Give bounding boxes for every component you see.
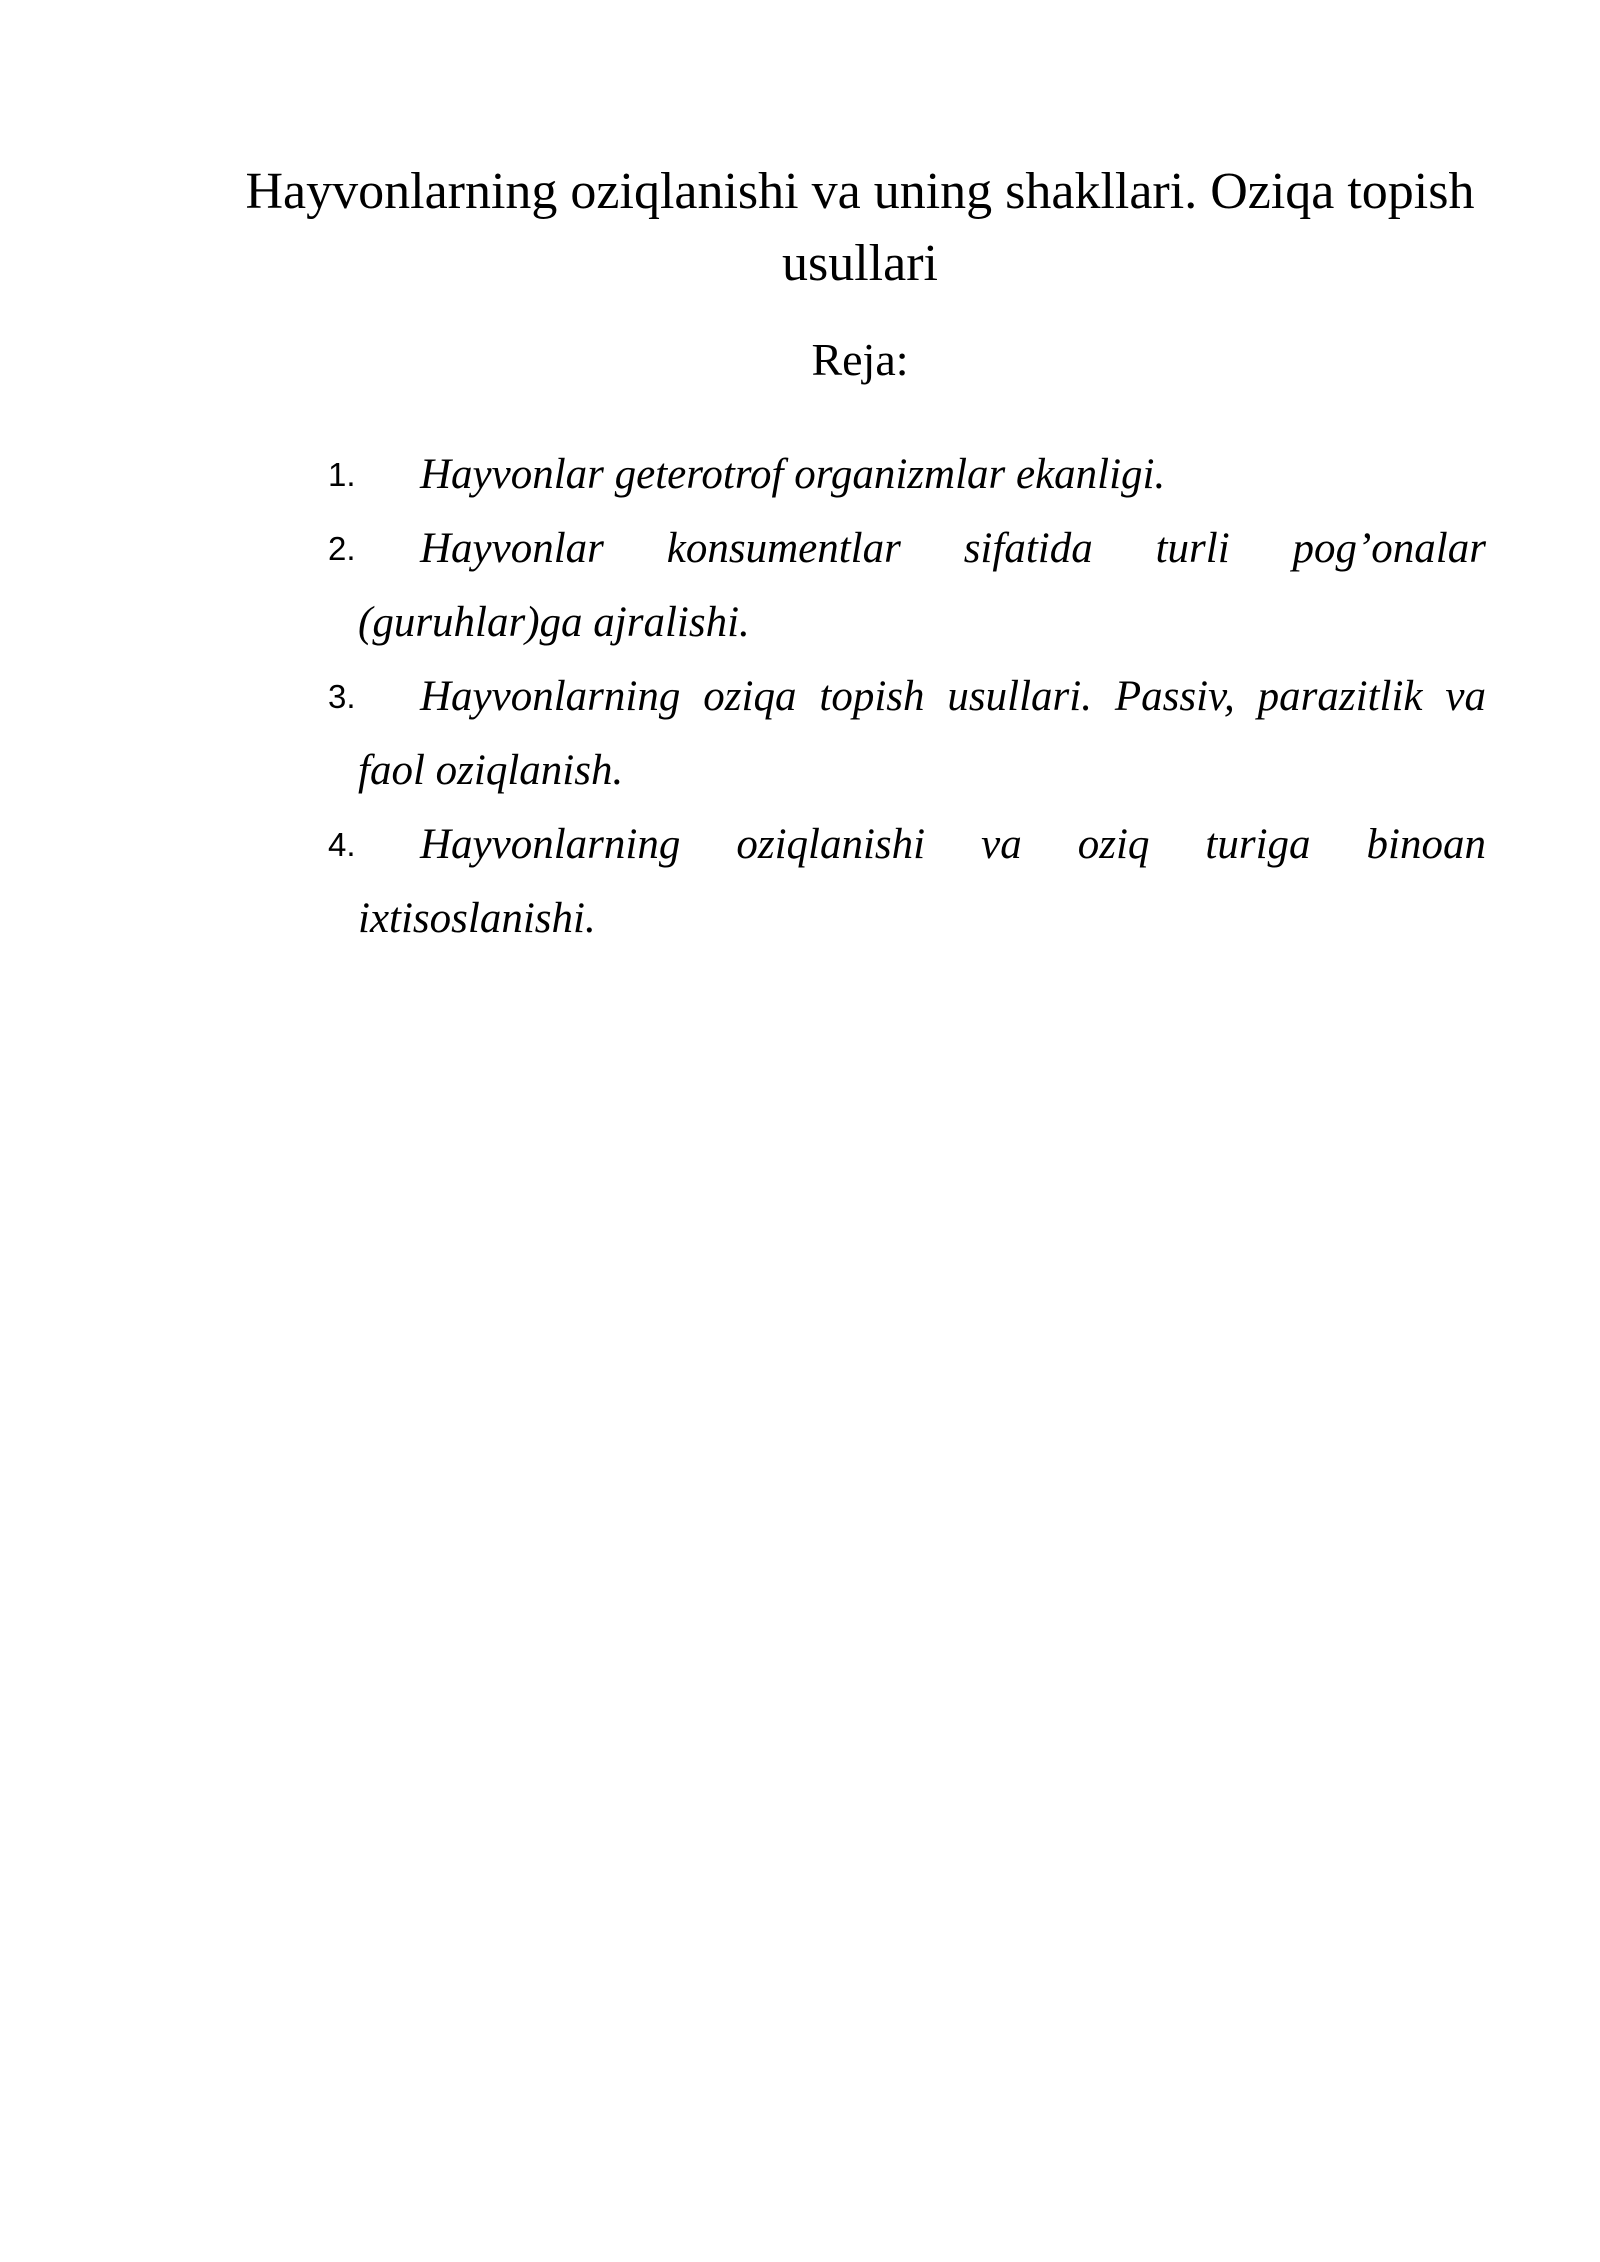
plan-item: [328, 660, 1486, 808]
plan-item-number: 4.: [328, 826, 356, 863]
plan-item: [328, 512, 1486, 660]
document-title: Hayvonlarning oziqlanishi va uning shakllari. Oziqa topish usullari: [245, 163, 1475, 292]
plan-item-text: Hayvonlarning oziqlanishi va oziq turiga binoan ixtisoslanishi.: [358, 821, 1486, 942]
plan-list: [328, 438, 1486, 956]
plan-item-number: 3.: [328, 678, 356, 715]
plan-item-text: Hayvonlar konsumentlar sifatida turli pog’onalar (guruhlar)ga ajralishi.: [358, 525, 1486, 646]
plan-heading: Reja:: [811, 334, 909, 385]
plan-item-text: Hayvonlar geterotrof organizmlar ekanligi.: [420, 451, 1166, 498]
plan-item: [328, 438, 1486, 512]
plan-item: [328, 808, 1486, 956]
plan-item-text: Hayvonlarning oziqa topish usullari. Passiv, parazitlik va faol oziqlanish.: [358, 673, 1486, 794]
plan-item-number: 2.: [328, 530, 356, 567]
plan-item-number: 1.: [328, 456, 356, 493]
